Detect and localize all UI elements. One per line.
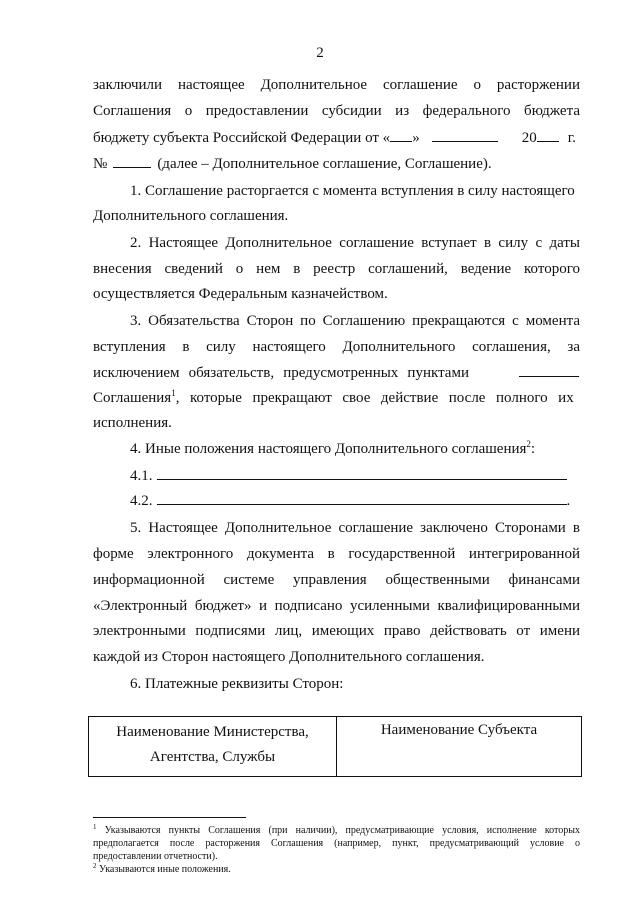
item-4-2 [130, 491, 580, 510]
p4-title-text: 4. Иные положения настоящего Дополнительного соглашения [130, 441, 527, 457]
p3-line-3-text: исключением обязательств, предусмотренных пунктами [93, 365, 469, 381]
number-sign: № [93, 156, 108, 172]
item-4-2-blank [157, 491, 567, 505]
intro-quote-close: » [412, 130, 420, 146]
intro-line-2: Соглашения о предоставлении субсидии из федерального бюджета [93, 103, 580, 119]
item-4-2-label: 4.2. [130, 493, 153, 509]
footnote-1-line-1 [93, 824, 580, 837]
p5-line-1: 5. Настоящее Дополнительное соглашение заключено Сторонами в [130, 520, 580, 536]
p3-line-2: вступления в силу настоящего Дополнительного соглашения, за [93, 339, 580, 355]
subject-cell-line-1: Наименование Субъекта [380, 722, 538, 738]
p3-line-4 [93, 389, 580, 407]
month-blank [432, 128, 498, 142]
p5-line-5: электронными подписями лиц, имеющих право действовать от имени [93, 623, 580, 639]
ministry-cell [89, 717, 337, 776]
p1-line-1: 1. Соглашение расторгается с момента вступления в силу настоящего [130, 183, 575, 199]
footnote-ref-1: 1 [171, 388, 176, 398]
item-4-1-label: 4.1. [130, 468, 153, 484]
p3-line-5: исполнения. [93, 415, 172, 431]
item-4-1-blank [157, 466, 567, 480]
p3-line-3 [93, 363, 580, 382]
p5-line-3: информационной системе управления общественными финансами [93, 572, 580, 588]
footnote-1-marker: 1 [93, 823, 97, 831]
footnote-2 [93, 863, 580, 876]
item-4-1 [130, 466, 580, 485]
footnote-2-marker: 2 [93, 862, 97, 870]
p5-line-6: каждой из Сторон настоящего Дополнительного соглашения. [93, 649, 485, 665]
subject-cell [337, 717, 581, 776]
footnote-1-line-2: предполагается после расторжения Соглашения (например, пункт, предусматривающий условие о [93, 838, 580, 849]
p5-line-4: «Электронный бюджет» и подписано усиленными квалифицированными [93, 598, 580, 614]
day-blank [390, 128, 412, 142]
intro-line-3-text: бюджету субъекта Российской Федерации от « [93, 130, 391, 146]
p4-title [130, 440, 580, 458]
p2-line-3: осуществляется Федеральным казначейством. [93, 286, 388, 302]
footnote-1-line-1-text: Указываются пункты Соглашения (при наличии), предусматривающие условия, исполнение которых [104, 825, 581, 836]
p2-line-2: внесения сведений о нем в реестр соглашений, ведение которого [93, 261, 580, 277]
ministry-cell-line-2: Агентства, Службы [149, 749, 276, 765]
clauses-blank [519, 363, 579, 377]
intro-line-3 [93, 128, 580, 147]
item-4-2-period: . [566, 493, 571, 509]
footnote-1-line-3: предоставлении отчетности). [93, 851, 218, 862]
p4-title-colon: : [530, 441, 536, 457]
footnote-ref-2: 2 [526, 439, 531, 449]
p3-line-1: 3. Обязательства Сторон по Соглашению прекращаются с момента [130, 313, 580, 329]
footnote-separator [93, 817, 246, 818]
requisites-table [88, 716, 582, 777]
p1-line-2: Дополнительного соглашения. [93, 208, 289, 224]
p3-line-4-text: , которые прекращают свое действие после полного их [175, 390, 574, 406]
number-blank [113, 154, 151, 168]
year-suffix: г. [567, 130, 576, 146]
intro-line-1: заключили настоящее Дополнительное соглашение о расторжении [93, 77, 580, 93]
year-prefix: 20 [521, 130, 537, 146]
intro-line-4-text: (далее – Дополнительное соглашение, Соглашение). [157, 156, 492, 172]
year-blank [537, 128, 559, 142]
page-number: 2 [316, 45, 324, 61]
footnote-2-text: Указываются иные положения. [99, 864, 231, 875]
p2-line-1: 2. Настоящее Дополнительное соглашение вступает в силу с даты [130, 235, 580, 251]
p3-line-4-word: Соглашения [93, 390, 172, 406]
intro-line-4 [93, 154, 580, 173]
p5-line-2: форме электронного документа в государственной интегрированной [93, 546, 580, 562]
ministry-cell-line-1: Наименование Министерства, [116, 724, 309, 740]
p6-title: 6. Платежные реквизиты Сторон: [130, 676, 344, 692]
